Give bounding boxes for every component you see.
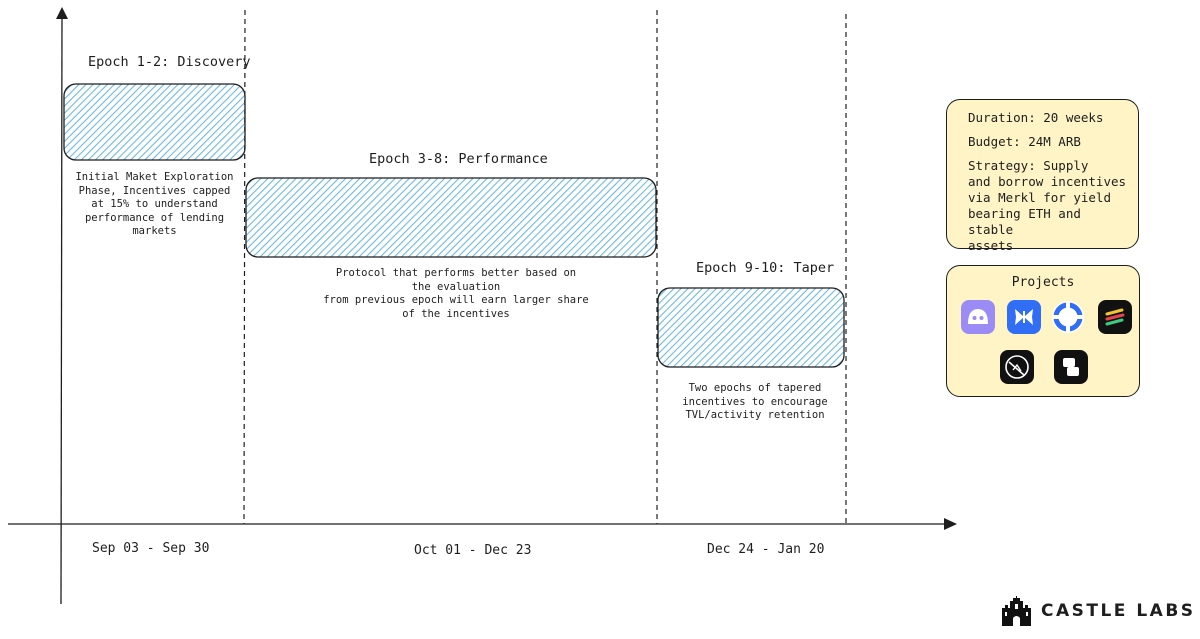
castle-icon [1000,596,1033,626]
phase-title-discovery: Epoch 1-2: Discovery [88,54,251,70]
duration-text: Duration: 20 weeks [968,110,1104,125]
date-range-taper: Dec 24 - Jan 20 [707,542,825,557]
projects-title: Projects [1011,275,1075,290]
butterfly-logo-icon [1007,300,1041,334]
phase-bar-performance [246,178,656,257]
budget-text: Budget: 24M ARB [968,134,1081,149]
split-circle-logo-icon [1051,300,1085,334]
castle-labs-logo [1000,596,1196,626]
phase-bar-discovery [64,84,245,160]
s-block-logo-icon [1054,350,1088,384]
phase-description-taper: Two epochs of tapered incentives to encourage TVL/activity retention [682,382,828,421]
stripes-logo-icon [1098,300,1132,334]
brand-name: CASTLE LABS [1041,601,1196,621]
phase-description-discovery: Initial Maket Exploration Phase, Incentives capped at 15% to understand performance of lending markets [75,171,234,237]
phase-title-taper: Epoch 9-10: Taper [696,260,835,276]
x-axis [8,518,957,530]
circle-slash-logo-icon [1000,350,1034,384]
separator-1 [244,10,245,524]
phase-description-performance: Protocol that performs better based on the evaluation from previous epoch will earn larger share of the incentives [323,267,589,320]
projects-card [946,265,1140,397]
program-info-card [946,99,1139,253]
ghost-logo-icon [961,300,995,334]
date-range-discovery: Sep 03 - Sep 30 [92,541,210,556]
date-range-performance: Oct 01 - Dec 23 [414,543,532,558]
strategy-text: Strategy: Supply and borrow incentives via Merkl for yield bearing ETH and stable assets [968,158,1127,253]
phase-title-performance: Epoch 3-8: Performance [369,151,548,167]
phase-bar-taper [658,288,844,367]
